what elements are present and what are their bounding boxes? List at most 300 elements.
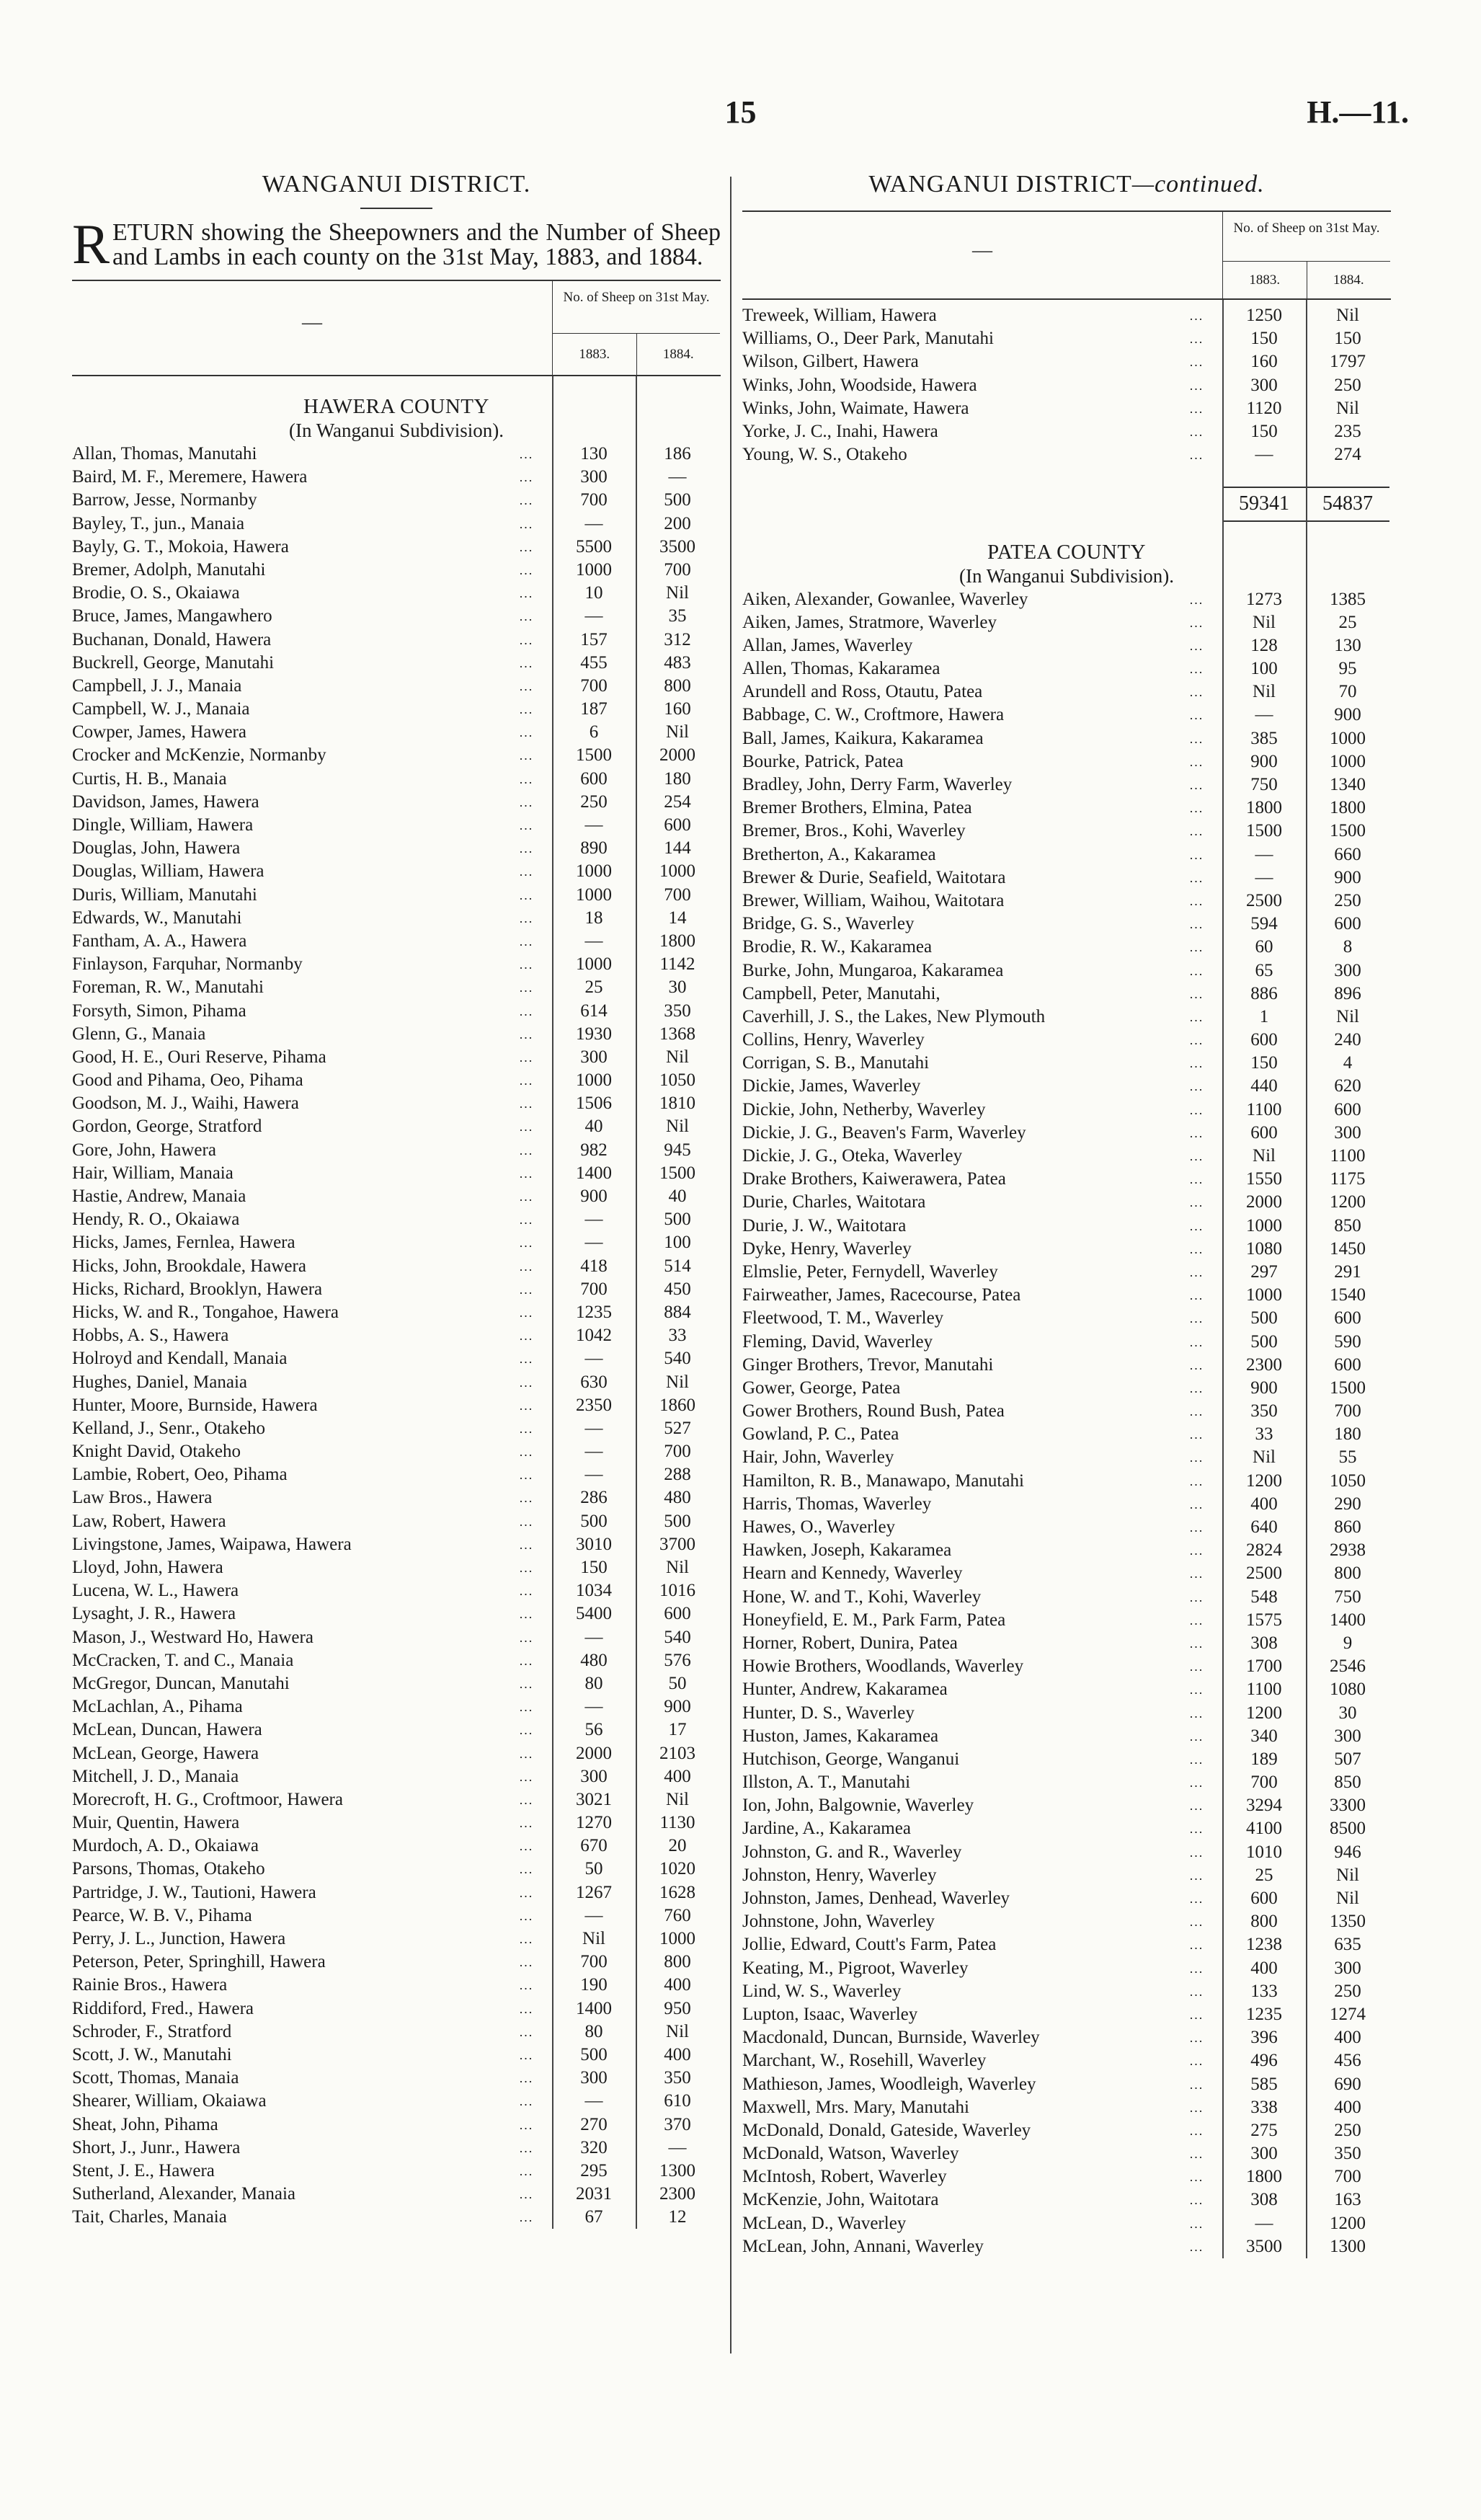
leader-dots: ... [519, 2071, 534, 2086]
owner-name: Jollie, Edward, Coutt's Farm, Patea [742, 1935, 997, 1955]
leader-dots: ... [1189, 1218, 1204, 1233]
leader-dots: ... [519, 1212, 534, 1228]
sheep-1883: 600 [1250, 1122, 1278, 1143]
sheep-1884: 290 [1334, 1494, 1361, 1514]
table-row [72, 1788, 721, 1811]
owner-name: Hutchison, George, Wanganui [742, 1749, 960, 1769]
sheep-1883: — [584, 1905, 603, 1925]
leader-dots: ... [1189, 332, 1204, 347]
sheep-1884: 300 [1334, 960, 1361, 980]
sheep-1884: 300 [1334, 1122, 1361, 1143]
table-header [72, 281, 721, 375]
patea-table [742, 300, 1391, 2258]
table-row [72, 953, 721, 976]
table-row [72, 1904, 721, 1927]
table-row [72, 768, 721, 791]
table-row [742, 1354, 1391, 1377]
owner-name: Johnston, James, Denhead, Waverley [742, 1889, 1010, 1908]
table-row [742, 1400, 1391, 1423]
sheep-1884: 70 [1338, 682, 1357, 702]
sheep-1883: 300 [1250, 2144, 1278, 2164]
leader-dots: ... [519, 748, 534, 763]
sheep-1884: Nil [1336, 398, 1359, 418]
leader-dots: ... [1189, 1566, 1204, 1581]
owner-name: Illston, A. T., Manutahi [742, 1773, 911, 1793]
owner-name: Douglas, John, Hawera [72, 838, 241, 859]
leader-dots: ... [1189, 1822, 1204, 1837]
sheep-1883: 982 [580, 1140, 608, 1160]
owner-name: Campbell, Peter, Manutahi, [742, 983, 940, 1003]
owner-name: Douglas, William, Hawera [72, 861, 264, 882]
owner-name: Hunter, Andrew, Kakaramea [742, 1680, 948, 1700]
leader-dots: ... [519, 1978, 534, 1993]
owner-name: McLachlan, A., Pihama [72, 1697, 243, 1717]
sheep-1884: 1016 [659, 1581, 695, 1601]
table-row [72, 721, 721, 744]
table-row [72, 2067, 721, 2090]
table-row [742, 1933, 1391, 1956]
sheep-1883: 350 [1250, 1401, 1278, 1421]
table-row [742, 843, 1391, 866]
leader-dots: ... [1189, 1961, 1204, 1976]
sheep-1884: 1385 [1330, 589, 1366, 609]
column-line-1883 [1222, 300, 1224, 2258]
leader-dots: ... [519, 1050, 534, 1065]
sheep-1883: 1010 [1246, 1842, 1282, 1862]
owner-name: Johnston, Henry, Waverley [742, 1865, 937, 1885]
sheep-1884: 350 [664, 1001, 691, 1021]
sheep-1883: 700 [1250, 1773, 1278, 1793]
leader-dots: ... [1189, 1172, 1204, 1187]
owner-name: McLean, George, Hawera [72, 1743, 259, 1763]
leader-dots: ... [1189, 917, 1204, 932]
leader-dots: ... [1189, 1079, 1204, 1094]
table-row [742, 657, 1391, 680]
sheep-1883: — [584, 2091, 603, 2111]
table-row [742, 936, 1391, 959]
leader-dots: ... [1189, 963, 1204, 978]
table-row [742, 2188, 1391, 2211]
sheep-1883: 308 [1250, 2190, 1278, 2210]
leader-dots: ... [1189, 870, 1204, 885]
sheep-1883: 1800 [1246, 798, 1282, 818]
sheep-1883: 67 [584, 2207, 603, 2227]
sheep-1883: 3294 [1246, 1796, 1282, 1816]
sheep-1883: — [1255, 705, 1273, 725]
sheep-1883: 295 [580, 2160, 608, 2180]
sheep-1883: 187 [580, 699, 608, 719]
sheep-1884: 250 [1334, 890, 1361, 910]
owner-name: Partridge, J. W., Tautioni, Hawera [72, 1882, 316, 1902]
table-row [742, 2165, 1391, 2188]
leader-dots: ... [519, 1445, 534, 1460]
leader-dots: ... [519, 1352, 534, 1367]
table-row [742, 1006, 1391, 1029]
leader-dots: ... [1189, 893, 1204, 908]
sheep-1883: 600 [580, 768, 608, 789]
table-row [72, 976, 721, 999]
leader-dots: ... [519, 771, 534, 786]
table-row [742, 750, 1391, 773]
sheep-1884: 1000 [659, 1929, 695, 1948]
sheep-1883: 60 [1255, 937, 1273, 957]
table-row [742, 2073, 1391, 2096]
sheep-1884: 254 [664, 791, 691, 812]
leader-dots: ... [519, 1166, 534, 1181]
sheep-1884: 95 [1338, 659, 1357, 679]
owner-name: Foreman, R. W., Manutahi [72, 977, 264, 998]
owner-name: Hicks, Richard, Brooklyn, Hawera [72, 1279, 323, 1299]
sheep-1883: 1506 [576, 1093, 612, 1114]
table-row [72, 1556, 721, 1579]
sheep-1883: — [584, 1233, 603, 1253]
leader-dots: ... [519, 2140, 534, 2155]
table-row [742, 773, 1391, 797]
district-title: WANGANUI DISTRICT. [262, 171, 531, 198]
leader-dots: ... [1189, 355, 1204, 370]
sheep-1883: — [1255, 867, 1273, 887]
sheep-count-header [1222, 212, 1390, 298]
owner-name: Gore, John, Hawera [72, 1140, 216, 1160]
owner-name: Hawes, O., Waverley [742, 1517, 896, 1537]
sheep-1884: Nil [1336, 1865, 1359, 1885]
table-row [72, 930, 721, 953]
sheep-1884: 600 [1334, 914, 1361, 934]
table-row [72, 2137, 721, 2160]
table-row [742, 304, 1391, 327]
sheep-1883: 455 [580, 652, 608, 673]
sheep-1883: Nil [1253, 612, 1276, 632]
leader-dots: ... [1189, 1102, 1204, 1117]
sheep-1884: 507 [1334, 1749, 1361, 1769]
subdivision-heading: (In Wanganui Subdivision). [288, 420, 504, 441]
table-row [742, 1841, 1391, 1864]
sheep-1883: 1238 [1246, 1935, 1282, 1955]
owner-name: Dingle, William, Hawera [72, 815, 254, 835]
leader-dots: ... [519, 1607, 534, 1622]
leader-dots: ... [1189, 401, 1204, 416]
sheep-1883: — [584, 815, 603, 835]
sheep-1884: 180 [1334, 1424, 1361, 1445]
sheep-1884: Nil [666, 2021, 689, 2041]
table-row [72, 884, 721, 907]
left-column [72, 167, 721, 2229]
sheep-1883: — [584, 1627, 603, 1647]
sheep-1883: 800 [1250, 1912, 1278, 1932]
owner-name: Crocker and McKenzie, Normanby [72, 745, 326, 766]
leader-dots: ... [519, 2024, 534, 2039]
owner-name: McDonald, Donald, Gateside, Waverley [742, 2120, 1031, 2140]
sheep-1884: 55 [1338, 1447, 1357, 1468]
sheep-1884: 180 [664, 768, 691, 789]
sheep-1883: 320 [580, 2137, 608, 2157]
sheep-1884: 540 [664, 1349, 691, 1369]
sheep-1883: 1400 [576, 1998, 612, 2018]
leader-dots: ... [519, 1375, 534, 1390]
column-line-1884 [636, 376, 637, 2229]
drop-cap: R [72, 213, 110, 275]
leader-dots: ... [1189, 1450, 1204, 1465]
sheep-1884: 235 [1334, 421, 1361, 441]
sheep-1884: 1274 [1330, 2004, 1366, 2024]
owner-name: Mitchell, J. D., Manaia [72, 1766, 239, 1786]
sheep-1883: Nil [582, 1929, 605, 1948]
leader-dots: ... [1189, 1752, 1204, 1767]
sheep-1884: 620 [1334, 1076, 1361, 1096]
sheep-1884: 100 [664, 1233, 691, 1253]
owner-name: Yorke, J. C., Inahi, Hawera [742, 421, 938, 441]
leader-dots: ... [519, 678, 534, 693]
sheep-1884: 1000 [659, 861, 695, 882]
sheep-1884: 33 [668, 1326, 687, 1346]
table-row [742, 1307, 1391, 1330]
owner-name: Pearce, W. B. V., Pihama [72, 1905, 252, 1925]
owner-name: Lambie, Robert, Oeo, Pihama [72, 1465, 288, 1485]
table-row [72, 1115, 721, 1138]
sheep-count-title: No. of Sheep on 31st May. [1233, 221, 1380, 236]
leader-dots: ... [519, 2001, 534, 2016]
sheep-1884: 14 [668, 908, 687, 928]
sheep-1884: 1800 [659, 931, 695, 951]
sheep-1884: 160 [664, 699, 691, 719]
table-row [742, 1910, 1391, 1933]
owner-name: Honeyfield, E. M., Park Farm, Patea [742, 1610, 1006, 1630]
sheep-1884: Nil [666, 1789, 689, 1809]
sheep-1883: 80 [584, 1673, 603, 1693]
table-row [72, 1602, 721, 1625]
sheep-1883: 614 [580, 1001, 608, 1021]
leader-dots: ... [519, 1514, 534, 1529]
owner-name: Brewer, William, Waihou, Waitotara [742, 890, 1005, 910]
owner-name: Harris, Thomas, Waverley [742, 1494, 932, 1514]
owner-name: Barrow, Jesse, Normanby [72, 490, 257, 510]
sheep-1884: 527 [664, 1418, 691, 1438]
table-row [72, 1463, 721, 1486]
owner-name: McIntosh, Robert, Waverley [742, 2167, 947, 2187]
owner-name: Glenn, G., Manaia [72, 1024, 206, 1044]
leader-dots: ... [519, 1561, 534, 1575]
sheep-1884: 2300 [659, 2184, 695, 2204]
table-row [742, 2119, 1391, 2142]
sheep-1883: 308 [1250, 1633, 1278, 1653]
leader-dots: ... [1189, 1473, 1204, 1489]
sheep-1884: 1500 [1330, 1377, 1366, 1398]
owner-name: Young, W. S., Otakeho [742, 445, 907, 465]
table-row [72, 2206, 721, 2229]
owner-name: Perry, J. L., Junction, Hawera [72, 1929, 286, 1948]
sheep-1884: 900 [664, 1697, 691, 1717]
owner-name: McGregor, Duncan, Manutahi [72, 1673, 290, 1693]
owner-name: Law Bros., Hawera [72, 1488, 213, 1508]
table-row [72, 489, 721, 512]
sheep-1884: 945 [664, 1140, 691, 1160]
sheep-1884: 288 [664, 1465, 691, 1485]
sheep-1884: 400 [664, 2044, 691, 2064]
sheep-1884: 590 [1334, 1331, 1361, 1352]
leader-dots: ... [1189, 2216, 1204, 2231]
sheep-1884: 480 [664, 1488, 691, 1508]
table-row [742, 1539, 1391, 1562]
sheep-1883: 1235 [1246, 2004, 1282, 2024]
sheep-1884: Nil [666, 1372, 689, 1392]
leader-dots: ... [519, 1537, 534, 1552]
leader-dots: ... [1189, 1984, 1204, 1999]
owner-name: Hunter, D. S., Waverley [742, 1703, 915, 1723]
table-row [742, 1702, 1391, 1725]
sheep-1883: 2000 [1246, 1192, 1282, 1212]
owner-name: Scott, Thomas, Manaia [72, 2068, 239, 2088]
sheep-1883: 300 [580, 1766, 608, 1786]
owner-name: Riddiford, Fred., Hawera [72, 1998, 254, 2018]
owner-name: Good and Pihama, Oeo, Pihama [72, 1070, 303, 1091]
leader-dots: ... [1189, 1009, 1204, 1024]
owner-name: Hair, John, Waverley [742, 1447, 894, 1468]
column-line-1884 [1306, 300, 1307, 2258]
owner-name: Buckrell, George, Manutahi [72, 652, 275, 673]
owner-name: Keating, M., Pigroot, Waverley [742, 1958, 969, 1978]
leader-dots: ... [519, 933, 534, 949]
sheep-1884: 2103 [659, 1743, 695, 1763]
sheep-1884: 1300 [1330, 2236, 1366, 2256]
sheep-1884: — [668, 2137, 687, 2157]
sheep-1884: 300 [1334, 1958, 1361, 1978]
sheep-1883: 1000 [576, 559, 612, 580]
owner-name: Curtis, H. B., Manaia [72, 768, 227, 789]
sheep-1883: 496 [1250, 2051, 1278, 2071]
sheep-1884: 760 [664, 1905, 691, 1925]
sheep-1883: 548 [1250, 1587, 1278, 1607]
sheep-1883: 1042 [576, 1326, 612, 1346]
table-row [72, 837, 721, 860]
owner-name: Kelland, J., Senr., Otakeho [72, 1418, 266, 1438]
year-1883-header: 1883. [1249, 272, 1281, 288]
owner-name: Peterson, Peter, Springhill, Hawera [72, 1952, 326, 1972]
sheep-1884: 1000 [1330, 751, 1366, 771]
sheep-1884: 2546 [1330, 1656, 1366, 1677]
owner-name: Morecroft, H. G., Croftmoor, Hawera [72, 1789, 343, 1809]
leader-dots: ... [519, 609, 534, 624]
table-row [742, 959, 1391, 982]
sheep-1883: 300 [580, 467, 608, 487]
owner-name: Stent, J. E., Hawera [72, 2160, 215, 2180]
table-row [742, 1191, 1391, 1214]
leader-dots: ... [519, 1630, 534, 1645]
owner-name: Brodie, O. S., Okaiawa [72, 583, 240, 603]
sheep-1884: 700 [664, 1442, 691, 1462]
sheep-1884: 884 [664, 1302, 691, 1322]
owner-name: Bridge, G. S., Waverley [742, 914, 915, 934]
table-row [72, 1951, 721, 1974]
sheep-1883: 400 [1250, 1958, 1278, 1978]
leader-dots: ... [519, 632, 534, 647]
sheep-1884: 250 [1334, 375, 1361, 395]
owner-name: Hendy, R. O., Okaiawa [72, 1210, 240, 1230]
sheep-1884: 8 [1343, 937, 1353, 957]
table-row [742, 1794, 1391, 1817]
sheep-1884: 400 [664, 1975, 691, 1995]
owner-name: Hicks, John, Brookdale, Hawera [72, 1256, 306, 1276]
table-row [742, 327, 1391, 350]
table-row [742, 1725, 1391, 1748]
leader-dots: ... [519, 1305, 534, 1320]
sheep-1883: 300 [1250, 375, 1278, 395]
sheep-1883: 700 [580, 675, 608, 696]
leader-dots: ... [519, 1282, 534, 1297]
owner-name: Scott, J. W., Manutahi [72, 2044, 232, 2064]
table-row [742, 2026, 1391, 2049]
leader-dots: ... [519, 1003, 534, 1019]
table-row [72, 629, 721, 652]
owner-name: Treweek, William, Hawera [742, 306, 937, 325]
table-row [72, 1672, 721, 1695]
sheep-1884: 350 [664, 2068, 691, 2088]
leader-dots: ... [1189, 2147, 1204, 2162]
leader-dots: ... [1189, 1775, 1204, 1791]
year-1883-header: 1883. [579, 347, 610, 362]
sheep-1883: 1034 [576, 1581, 612, 1601]
owner-name: Holroyd and Kendall, Manaia [72, 1349, 288, 1369]
owner-name: Marchant, W., Rosehill, Waverley [742, 2051, 987, 2071]
sheep-1884: 144 [664, 838, 691, 859]
owner-name: Shearer, William, Okaiawa [72, 2091, 267, 2111]
leader-dots: ... [1189, 1845, 1204, 1860]
leader-dots: ... [1189, 638, 1204, 653]
leader-dots: ... [1189, 1334, 1204, 1349]
owner-name: Bayly, G. T., Mokoia, Hawera [72, 536, 289, 556]
owner-name: Hearn and Kennedy, Waverley [742, 1563, 963, 1584]
sheep-1883: 5400 [576, 1604, 612, 1624]
owner-name: Durie, Charles, Waitotara [742, 1192, 926, 1212]
table-row [742, 727, 1391, 750]
sheep-1884: 850 [1334, 1773, 1361, 1793]
leader-dots: ... [519, 1955, 534, 1970]
owner-name: Bremer, Bros., Kohi, Waverley [742, 821, 966, 841]
table-row [742, 797, 1391, 820]
table-row [72, 1023, 721, 1046]
sheep-1884: 700 [1334, 2167, 1361, 2187]
sheep-1883: 6 [589, 722, 599, 742]
sheep-1883: 1500 [576, 745, 612, 766]
table-row [72, 1881, 721, 1904]
table-row [742, 397, 1391, 420]
owner-name: Hawken, Joseph, Kakaramea [742, 1540, 952, 1561]
leader-dots: ... [519, 1026, 534, 1042]
leader-dots: ... [519, 1491, 534, 1506]
table-row [742, 350, 1391, 373]
sheep-1883: 100 [1250, 659, 1278, 679]
leader-dots: ... [519, 1468, 534, 1483]
sheep-1884: 635 [1334, 1935, 1361, 1955]
owner-name: Dickie, James, Waverley [742, 1076, 921, 1096]
table-row [72, 1301, 721, 1324]
leader-dots: ... [519, 1235, 534, 1251]
leader-dots: ... [1189, 1427, 1204, 1442]
table-row [72, 814, 721, 837]
owner-name: Bremer Brothers, Elmina, Patea [742, 798, 972, 818]
owner-name: Tait, Charles, Manaia [72, 2207, 227, 2227]
sheep-1884: 450 [664, 1279, 691, 1299]
leader-dots: ... [519, 1723, 534, 1738]
sheep-1883: 56 [584, 1720, 603, 1740]
table-row [742, 1261, 1391, 1284]
leader-dots: ... [1189, 2100, 1204, 2115]
intro-text: ETURN showing the Sheepowners and the Number of Sheep and Lambs in each county on the 31st May, 1883, and 1884. [112, 219, 721, 270]
continued-label: —continued. [1131, 171, 1265, 198]
owner-name: Cowper, James, Hawera [72, 722, 246, 742]
sheep-1883: 275 [1250, 2120, 1278, 2140]
table-row [72, 1162, 721, 1185]
leader-dots: ... [519, 470, 534, 485]
